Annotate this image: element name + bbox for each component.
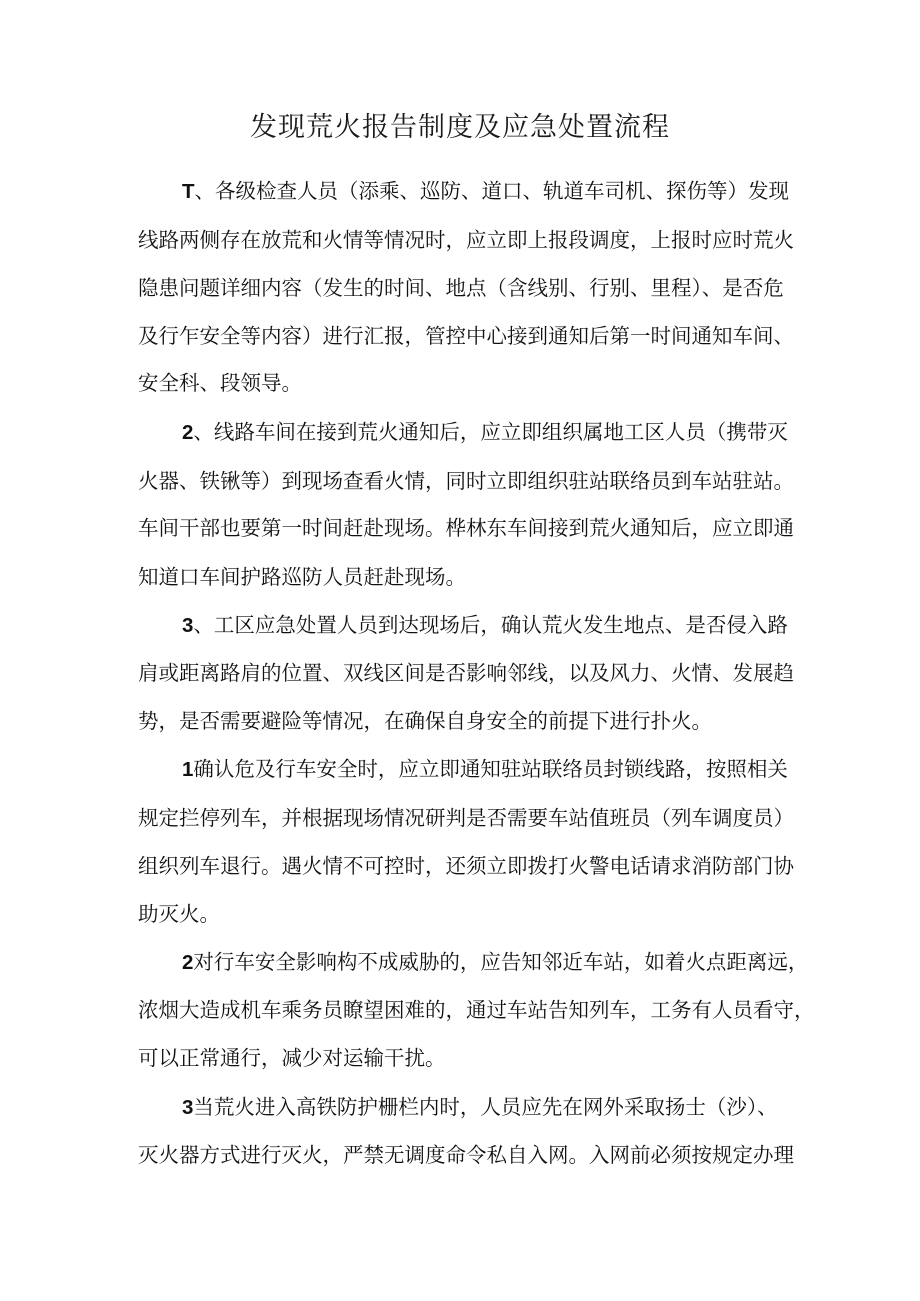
paragraph-3-line-2: 肩或距离路肩的位置、双线区间是否影响邻线，以及风力、火情、发展趋 (138, 661, 794, 685)
subitem-3-line-1 (182, 1092, 778, 1123)
paragraph-3-line-1 (182, 610, 788, 641)
paragraph-text: 对行车安全影响构不成威胁的，应告知邻近车站，如着火点距离远， (193, 950, 809, 974)
subitem-2-number: 2 (182, 951, 194, 974)
subitem-3-number: 3 (182, 1096, 194, 1119)
paragraph-1-line-4: 及行乍安全等内容）进行汇报，管控中心接到通知后第一时间通知车间、 (138, 324, 794, 348)
paragraph-text: 确认危及行车安全时，应立即通知驻站联络员封锁线路，按照相关 (193, 757, 788, 781)
paragraph-1-line-1 (182, 176, 789, 207)
subitem-1-number: 1 (182, 758, 194, 781)
paragraph-text: 、工区应急处置人员到达现场后，确认荒火发生地点、是否侵入路 (193, 613, 788, 637)
document-title: 发现荒火报告制度及应急处置流程 (250, 112, 670, 143)
paragraph-1-line-5: 安全科、段领导。 (138, 371, 302, 395)
paragraph-text: 、各级检查人员（添乘、巡防、道口、轨道车司机、探伤等）发现 (194, 179, 790, 203)
subitem-1-line-1 (182, 754, 788, 785)
paragraph-text: 、线路车间在接到荒火通知后，应立即组织属地工区人员（携带灭 (193, 420, 788, 444)
subitem-2-line-1 (182, 947, 808, 978)
paragraph-text: 当荒火进入高铁防护栅栏内时，人员应先在网外采取扬士（沙）、 (193, 1095, 778, 1119)
subitem-1-line-4: 助灭火。 (138, 902, 220, 926)
paragraph-3-number: 3 (182, 614, 194, 637)
paragraph-2-number: 2 (182, 421, 194, 444)
subitem-2-line-3: 可以正常通行，减少对运输干扰。 (138, 1046, 446, 1070)
paragraph-2-line-1 (182, 417, 788, 448)
paragraph-2-line-4: 知道口车间护路巡防人员赶赴现场。 (138, 565, 466, 589)
paragraph-2-line-2: 火器、铁锹等）到现场查看火情，同时立即组织驻站联络员到车站驻站。 (138, 469, 794, 493)
subitem-1-line-2: 规定拦停列车，并根据现场情况研判是否需要车站值班员（列车调度员） (138, 806, 794, 830)
subitem-1-line-3: 组织列车退行。遇火情不可控时，还须立即拨打火警电话请求消防部门协 (138, 854, 794, 878)
paragraph-2-line-3: 车间干部也要第一时间赶赴现场。桦林东车间接到荒火通知后，应立即通 (138, 516, 794, 540)
paragraph-1-line-2: 线路两侧存在放荒和火情等情况时，应立即上报段调度，上报时应时荒火 (138, 228, 794, 252)
subitem-3-line-2: 灭火器方式进行灭火，严禁无调度命令私自入网。入网前必须按规定办理 (138, 1143, 794, 1167)
subitem-2-line-2: 浓烟大造成机车乘务员瞭望困难的，通过车站告知列车，工务有人员看守， (138, 998, 815, 1022)
paragraph-1-number: T (182, 180, 195, 203)
paragraph-1-line-3: 隐患问题详细内容（发生的时间、地点（含线别、行别、里程）、是否危 (138, 276, 784, 300)
paragraph-3-line-3: 势，是否需要避险等情况，在确保自身安全的前提下进行扑火。 (138, 709, 712, 733)
